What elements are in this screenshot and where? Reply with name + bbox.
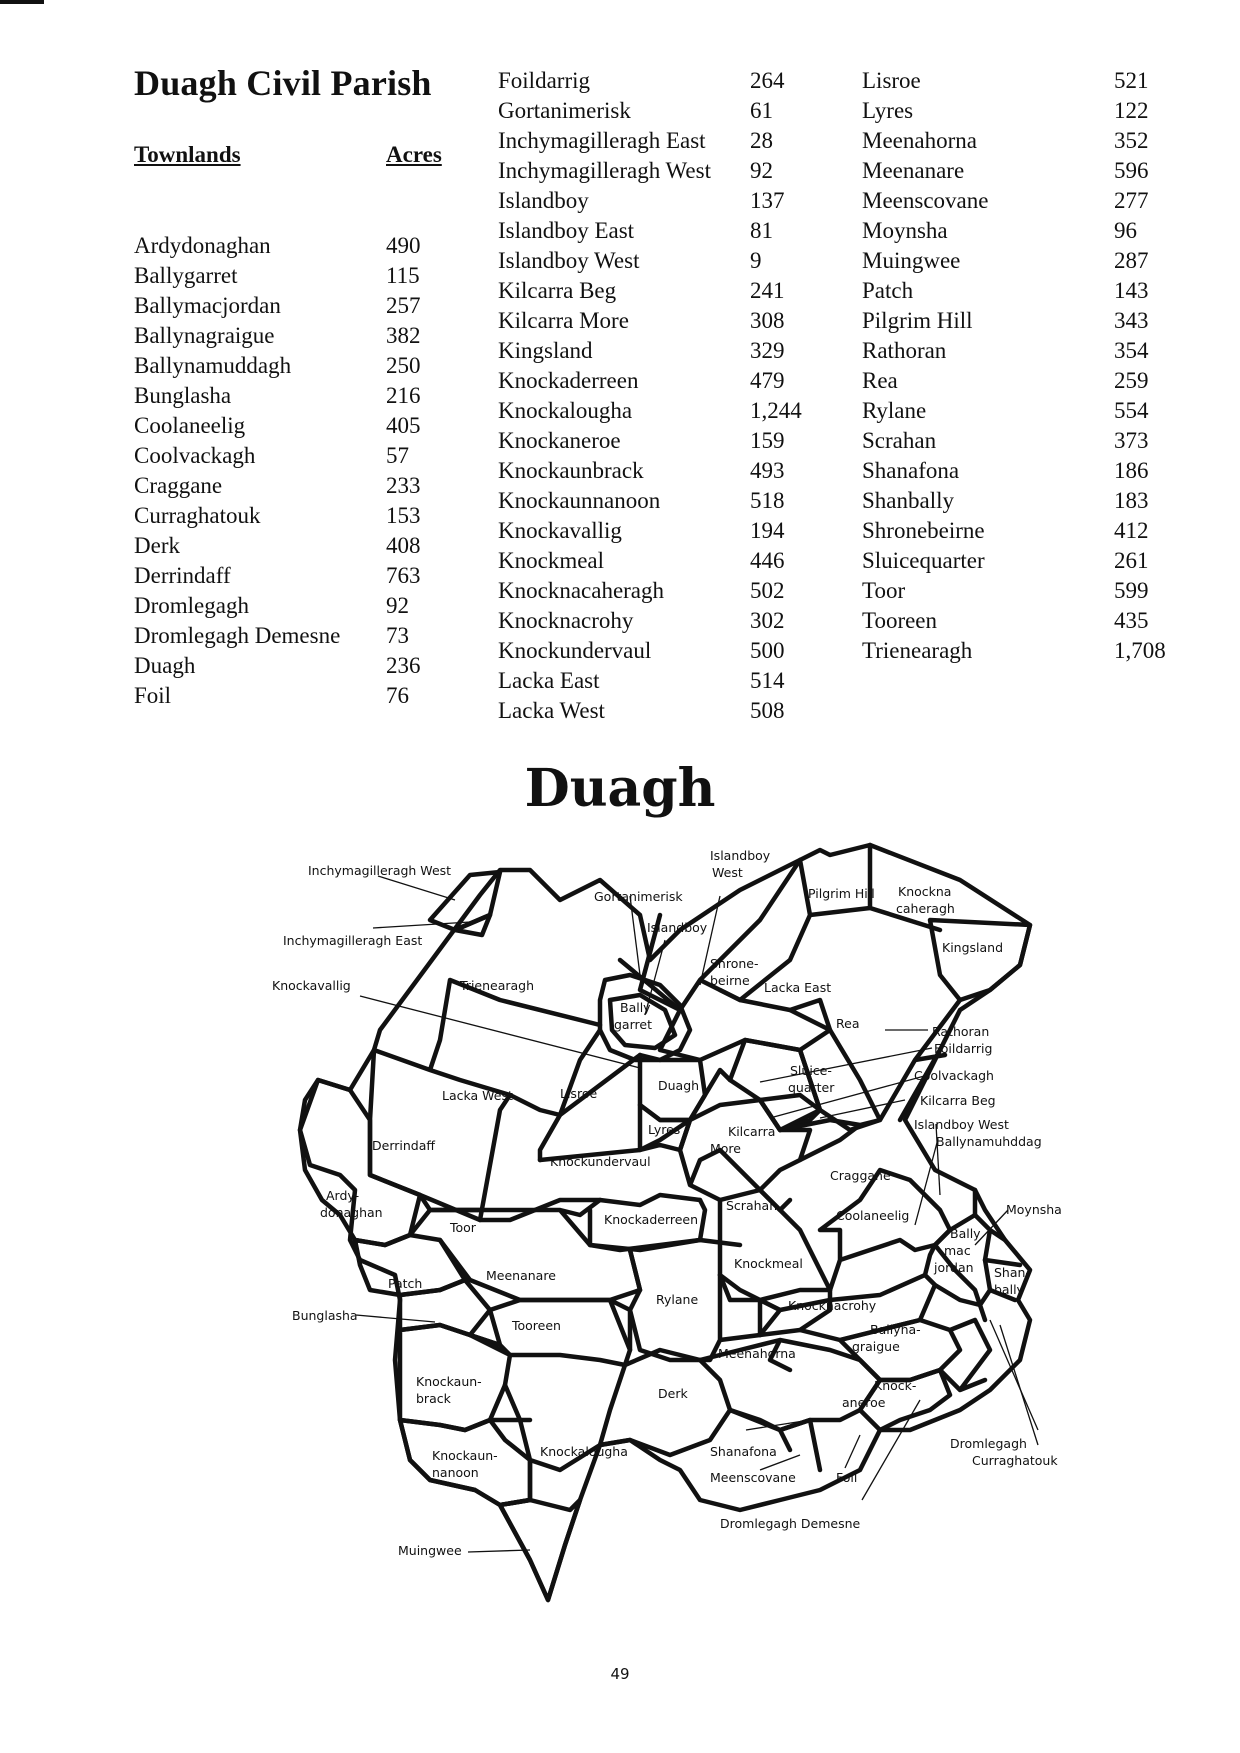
map-label-knockmeal: Knockmeal xyxy=(734,1256,803,1271)
townland-name: Knockaneroe xyxy=(498,428,621,453)
townland-acres: 159 xyxy=(750,428,785,453)
acres-header: Acres xyxy=(386,142,442,167)
townland-name: Duagh xyxy=(134,653,196,678)
map-label-shanbally-1: Shan- xyxy=(994,1265,1030,1280)
map-label-ballynagraigue-1: Ballyna- xyxy=(870,1322,921,1337)
map-label-knockaneroe-1: Knock- xyxy=(874,1378,917,1393)
map-label-gortanimerisk: Gortanimerisk xyxy=(594,889,683,904)
townland-name: Knockaunbrack xyxy=(498,458,644,483)
townland-acres: 329 xyxy=(750,338,785,363)
map-label-kilcarra-more-1: Kilcarra xyxy=(728,1124,776,1139)
townland-name: Rea xyxy=(862,368,898,393)
map-label-ballymacjordan-3: jordan xyxy=(934,1260,974,1275)
townland-name: Lacka West xyxy=(498,698,605,723)
map-label-shanafona: Shanafona xyxy=(710,1444,777,1459)
map-label-rea: Rea xyxy=(836,1016,860,1031)
map-label-knockundervaul: Knockundervaul xyxy=(550,1154,651,1169)
townland-acres: 490 xyxy=(386,233,421,258)
townland-acres: 405 xyxy=(386,413,421,438)
townland-name: Derk xyxy=(134,533,180,558)
townland-name: Meenscovane xyxy=(862,188,989,213)
townland-acres: 194 xyxy=(750,518,785,543)
map-label-knockaneroe-2: aneroe xyxy=(842,1395,886,1410)
map-label-bunglasha: Bunglasha xyxy=(292,1308,358,1323)
townland-acres: 352 xyxy=(1114,128,1149,153)
map-label-sluicequarter-2: quarter xyxy=(788,1080,835,1095)
townland-acres: 261 xyxy=(1114,548,1149,573)
townland-name: Ballynamuddagh xyxy=(134,353,292,378)
map-label-derrindaff: Derrindaff xyxy=(372,1138,435,1153)
map-label-kingsland: Kingsland xyxy=(942,940,1004,955)
townland-acres: 96 xyxy=(1114,218,1137,243)
page-number: 49 xyxy=(610,1665,630,1683)
townland-name: Knockaderreen xyxy=(498,368,639,393)
map-label-knockaunnanoon-1: Knockaun- xyxy=(432,1448,498,1463)
townland-acres: 408 xyxy=(386,533,421,558)
map-label-kilcarra-more-2: More xyxy=(710,1141,741,1156)
map-label-knockaderreen: Knockaderreen xyxy=(604,1212,699,1227)
townland-acres: 354 xyxy=(1114,338,1149,363)
townland-name: Sluicequarter xyxy=(862,548,985,573)
townland-name: Knockaunnanoon xyxy=(498,488,661,513)
map-label-moynsha: Moynsha xyxy=(1006,1202,1062,1217)
townland-name: Coolvackagh xyxy=(134,443,256,468)
map-label-knockaunnanoon-2: nanoon xyxy=(432,1465,479,1480)
townland-name: Meenanare xyxy=(862,158,965,183)
townland-name: Moynsha xyxy=(862,218,948,243)
townland-name: Islandboy xyxy=(498,188,589,213)
map-label-kilcarra-beg: Kilcarra Beg xyxy=(920,1093,996,1108)
townland-acres: 143 xyxy=(1114,278,1149,303)
map-label-pilgrim-hill: Pilgrim Hill xyxy=(808,886,875,901)
townland-acres: 521 xyxy=(1114,68,1149,93)
townland-name: Knocknacaheragh xyxy=(498,578,665,603)
map-label-toor: Toor xyxy=(450,1220,476,1235)
townland-name: Ballygarret xyxy=(134,263,238,288)
townland-acres: 502 xyxy=(750,578,785,603)
map-label-muingwee: Muingwee xyxy=(398,1543,462,1558)
map-label-foildarrig: Foildarrig xyxy=(934,1041,993,1056)
map-label-knockaunbrack-2: brack xyxy=(416,1391,451,1406)
map-label-shronebeirne-2: beirne xyxy=(710,973,750,988)
map-label-islandboy: Islandboy xyxy=(647,920,708,935)
townland-name: Pilgrim Hill xyxy=(862,308,973,333)
townland-acres: 343 xyxy=(1114,308,1149,333)
townland-name: Bunglasha xyxy=(134,383,232,408)
townland-name: Kingsland xyxy=(498,338,593,363)
townland-acres: 153 xyxy=(386,503,421,528)
map-label-shronebeirne-1: Shrone- xyxy=(710,956,759,971)
map-label-knocknacaheragh-1: Knockna xyxy=(898,884,952,899)
map-label-islandboy-west: Islandboy West xyxy=(914,1117,1009,1132)
townland-name: Inchymagilleragh East xyxy=(498,128,706,153)
townland-acres: 287 xyxy=(1114,248,1149,273)
map-label-inchymagilleragh-east: Inchymagilleragh East xyxy=(283,933,423,948)
townland-acres: 763 xyxy=(386,563,421,588)
map-label-coolvackagh: Coolvackagh xyxy=(914,1068,994,1083)
townland-acres: 183 xyxy=(1114,488,1149,513)
map-label-coolaneelig: Coolaneelig xyxy=(836,1208,910,1223)
townland-acres: 1,244 xyxy=(750,398,802,423)
map-label-ballygarret-2: garret xyxy=(614,1017,652,1032)
map-label-sluicequarter-1: Sluice- xyxy=(790,1063,832,1078)
townland-name: Knocknacrohy xyxy=(498,608,634,633)
townland-name: Trienearagh xyxy=(862,638,973,663)
map-label-inchymagilleragh-west: Inchymagilleragh West xyxy=(308,863,452,878)
townland-name: Knockavallig xyxy=(498,518,622,543)
townland-name: Shanafona xyxy=(862,458,960,483)
townland-acres: 412 xyxy=(1114,518,1149,543)
map-label-lyres: Lyres xyxy=(648,1122,681,1137)
townland-acres: 518 xyxy=(750,488,785,513)
townland-name: Toor xyxy=(862,578,906,603)
townland-acres: 81 xyxy=(750,218,773,243)
map-label-ardydonaghan-1: Ardy- xyxy=(326,1188,360,1203)
map-label-tooreen: Tooreen xyxy=(512,1318,561,1333)
townland-acres: 236 xyxy=(386,653,421,678)
map-label-trienearagh: Trienearagh xyxy=(460,978,535,993)
map-label-ballymacjordan-2: mac xyxy=(944,1243,971,1258)
map-label-meenanare: Meenanare xyxy=(486,1268,556,1283)
map-label-islandboy-west-top-2: West xyxy=(712,865,743,880)
townland-name: Ballymacjordan xyxy=(134,293,281,318)
townland-acres: 1,708 xyxy=(1114,638,1166,663)
townland-acres: 264 xyxy=(750,68,785,93)
map-label-ballymacjordan-1: Bally xyxy=(950,1226,981,1241)
townland-name: Knockmeal xyxy=(498,548,605,573)
townland-acres: 257 xyxy=(386,293,421,318)
townland-name: Islandboy East xyxy=(498,218,635,243)
map-label-dromlegagh: Dromlegagh xyxy=(950,1436,1027,1451)
townland-acres: 500 xyxy=(750,638,785,663)
townland-acres: 28 xyxy=(750,128,773,153)
townland-acres: 514 xyxy=(750,668,785,693)
map-label-ballygarret-1: Bally xyxy=(620,1000,651,1015)
map-label-knockavallig: Knockavallig xyxy=(272,978,351,993)
townland-acres: 216 xyxy=(386,383,421,408)
map-title: Duagh xyxy=(524,758,716,819)
townland-acres: 233 xyxy=(386,473,421,498)
townland-acres: 76 xyxy=(386,683,409,708)
map-label-lacka-east: Lacka East xyxy=(764,980,832,995)
townland-name: Dromlegagh xyxy=(134,593,249,618)
townland-name: Inchymagilleragh West xyxy=(498,158,711,183)
townland-acres: 446 xyxy=(750,548,785,573)
map-label-patch: Patch xyxy=(388,1276,423,1291)
townlands-header: Townlands xyxy=(134,142,241,167)
map-label-ballynagraigue-2: graigue xyxy=(852,1339,900,1354)
townland-acres: 479 xyxy=(750,368,785,393)
townland-acres: 186 xyxy=(1114,458,1149,483)
townland-acres: 250 xyxy=(386,353,421,378)
townland-acres: 277 xyxy=(1114,188,1149,213)
townland-acres: 73 xyxy=(386,623,409,648)
townland-name: Muingwee xyxy=(862,248,961,273)
map-label-foil: Foil xyxy=(836,1470,858,1485)
townland-name: Craggane xyxy=(134,473,223,498)
map-label-duagh: Duagh xyxy=(658,1078,700,1093)
townland-name: Lacka East xyxy=(498,668,600,693)
townland-acres: 122 xyxy=(1114,98,1149,123)
map-label-dromlegagh-demesne: Dromlegagh Demesne xyxy=(720,1516,861,1531)
townland-acres: 115 xyxy=(386,263,420,288)
townland-name: Curraghatouk xyxy=(134,503,261,528)
townland-name: Meenahorna xyxy=(862,128,977,153)
townland-name: Ardydonaghan xyxy=(134,233,271,258)
kilcarra-more-boundaries xyxy=(680,1100,810,1200)
map-label-knocknacaheragh-2: caheragh xyxy=(896,901,955,916)
townland-acres: 57 xyxy=(386,443,409,468)
townland-name: Foil xyxy=(134,683,172,708)
map-label-meenahorna: Meenahorna xyxy=(718,1346,796,1361)
townland-acres: 493 xyxy=(750,458,785,483)
townland-acres: 9 xyxy=(750,248,762,273)
townland-name: Scrahan xyxy=(862,428,937,453)
townland-name: Rathoran xyxy=(862,338,947,363)
townland-acres: 435 xyxy=(1114,608,1149,633)
map-label-meenscovane: Meenscovane xyxy=(710,1470,796,1485)
map-label-knockaunbrack-1: Knockaun- xyxy=(416,1374,482,1389)
townland-name: Coolaneelig xyxy=(134,413,246,438)
townland-acres: 308 xyxy=(750,308,785,333)
townland-name: Patch xyxy=(862,278,914,303)
map-label-knockalougha: Knockalougha xyxy=(540,1444,628,1459)
townland-name: Knockundervaul xyxy=(498,638,652,663)
townland-name: Shanbally xyxy=(862,488,954,513)
pilgrim-boundaries xyxy=(720,845,940,1000)
townland-name: Rylane xyxy=(862,398,927,423)
map-label-lisroe: Lisroe xyxy=(560,1086,598,1101)
townland-acres: 596 xyxy=(1114,158,1149,183)
map-label-curraghatouk: Curraghatouk xyxy=(972,1453,1058,1468)
townland-acres: 259 xyxy=(1114,368,1149,393)
townland-name: Islandboy West xyxy=(498,248,640,273)
townland-name: Foildarrig xyxy=(498,68,590,93)
map-label-knocknacrohy: Knocknacrohy xyxy=(788,1298,877,1313)
townland-name: Kilcarra Beg xyxy=(498,278,617,303)
townland-name: Derrindaff xyxy=(134,563,231,588)
ardydonaghan-region xyxy=(300,1080,420,1245)
map-label-ballynamuddag: Ballynamuhddag xyxy=(936,1134,1042,1149)
page-title: Duagh Civil Parish xyxy=(134,63,432,103)
townland-name: Lyres xyxy=(862,98,914,123)
townland-name: Kilcarra More xyxy=(498,308,629,333)
townland-name: Dromlegagh Demesne xyxy=(134,623,341,648)
map-label-lacka-west: Lacka West xyxy=(442,1088,513,1103)
townland-acres: 382 xyxy=(386,323,421,348)
map-label-ardydonaghan-2: donaghan xyxy=(320,1205,383,1220)
map-label-derk: Derk xyxy=(658,1386,688,1401)
map-label-shanbally-2: bally xyxy=(994,1282,1024,1297)
townland-name: Tooreen xyxy=(862,608,938,633)
townland-name: Lisroe xyxy=(862,68,921,93)
townland-acres: 373 xyxy=(1114,428,1149,453)
map-label-rylane: Rylane xyxy=(656,1292,699,1307)
townland-acres: 508 xyxy=(750,698,785,723)
townland-acres: 241 xyxy=(750,278,785,303)
townland-acres: 554 xyxy=(1114,398,1149,423)
townland-name: Ballynagraigue xyxy=(134,323,275,348)
townland-acres: 92 xyxy=(750,158,773,183)
townland-acres: 599 xyxy=(1114,578,1149,603)
townland-name: Shronebeirne xyxy=(862,518,985,543)
townland-acres: 302 xyxy=(750,608,785,633)
townland-name: Knockalougha xyxy=(498,398,633,423)
townland-acres: 137 xyxy=(750,188,785,213)
map-label-craggane: Craggane xyxy=(830,1168,891,1183)
townland-name: Gortanimerisk xyxy=(498,98,631,123)
map-label-rathoran: Rathoran xyxy=(932,1024,990,1039)
kingsland-region xyxy=(930,920,1030,1000)
townland-acres: 61 xyxy=(750,98,773,123)
map-label-islandboy-west-top: Islandboy xyxy=(710,848,771,863)
map-label-scrahan: Scrahan xyxy=(726,1198,778,1213)
townland-acres: 92 xyxy=(386,593,409,618)
